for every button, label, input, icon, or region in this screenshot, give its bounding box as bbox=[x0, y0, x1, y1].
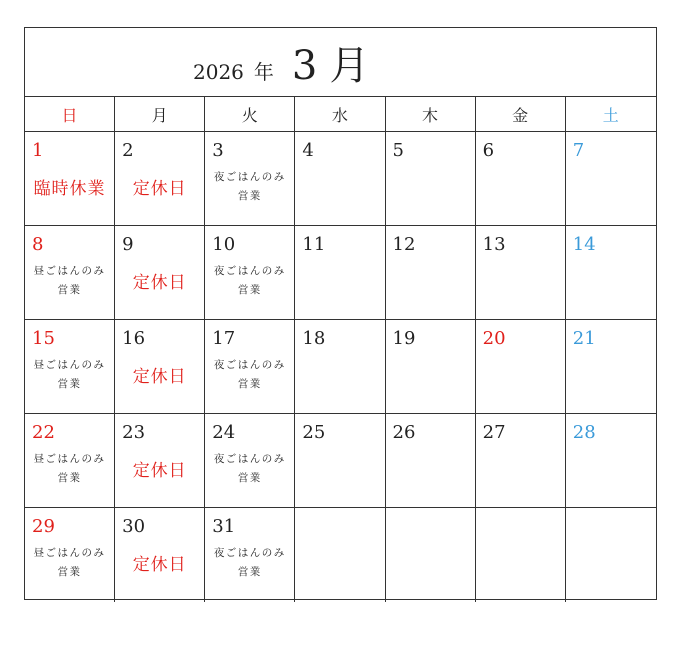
weekday-label: 土 bbox=[602, 105, 619, 125]
calendar bbox=[24, 27, 657, 600]
note-line: 昼ごはんのみ bbox=[33, 359, 106, 371]
note-line: 営業 bbox=[237, 284, 262, 296]
title-month: 3 bbox=[291, 43, 318, 89]
day-cell bbox=[476, 132, 566, 225]
note-line: 営業 bbox=[57, 284, 82, 296]
day-number: 11 bbox=[302, 234, 326, 255]
empty-day-cell bbox=[566, 508, 656, 602]
day-cell bbox=[386, 226, 476, 319]
lunch-only-note bbox=[25, 262, 114, 300]
day-cell bbox=[295, 226, 385, 319]
day-cell bbox=[566, 414, 656, 507]
day-number: 17 bbox=[212, 328, 236, 349]
day-number: 18 bbox=[302, 328, 326, 349]
day-cell bbox=[295, 320, 385, 413]
week-row bbox=[25, 320, 656, 414]
day-number: 27 bbox=[482, 422, 506, 443]
note-line: 昼ごはんのみ bbox=[33, 547, 106, 559]
note-line: 営業 bbox=[57, 566, 82, 578]
day-number: 6 bbox=[482, 140, 495, 161]
calendar-grid bbox=[25, 97, 656, 602]
weekday-label: 日 bbox=[25, 97, 115, 131]
day-number: 30 bbox=[122, 516, 146, 537]
day-number: 23 bbox=[122, 422, 146, 443]
day-number: 4 bbox=[302, 140, 314, 161]
empty-day-cell bbox=[386, 508, 476, 602]
day-cell bbox=[476, 414, 566, 507]
day-number: 7 bbox=[572, 140, 585, 161]
day-cell bbox=[25, 320, 115, 413]
week-row bbox=[25, 414, 656, 508]
day-number: 25 bbox=[302, 422, 326, 443]
day-number: 8 bbox=[32, 234, 44, 255]
day-number: 21 bbox=[572, 328, 596, 349]
day-cell bbox=[386, 320, 476, 413]
week-row bbox=[25, 226, 656, 320]
weekday-label: 木 bbox=[386, 97, 476, 131]
note-line: 夜ごはんのみ bbox=[213, 547, 286, 559]
empty-day-cell bbox=[295, 508, 385, 602]
day-cell bbox=[205, 508, 295, 602]
title-year: 2026 bbox=[193, 60, 244, 84]
title-month-unit: 月 bbox=[329, 43, 370, 89]
note-line: 昼ごはんのみ bbox=[33, 265, 106, 277]
day-cell bbox=[115, 508, 205, 602]
regular-holiday-note: 定休日 bbox=[132, 273, 187, 293]
day-cell bbox=[25, 132, 115, 225]
regular-holiday-note: 定休日 bbox=[132, 179, 187, 199]
dinner-only-note bbox=[205, 544, 294, 582]
note-line: 夜ごはんのみ bbox=[213, 171, 286, 183]
note-line: 昼ごはんのみ bbox=[33, 453, 106, 465]
weekday-label: 火 bbox=[205, 97, 295, 131]
day-cell bbox=[115, 132, 205, 225]
calendar-title bbox=[193, 34, 369, 90]
note-line: 営業 bbox=[57, 472, 82, 484]
lunch-only-note bbox=[25, 544, 114, 582]
day-number: 12 bbox=[392, 234, 416, 255]
note-line: 夜ごはんのみ bbox=[213, 359, 286, 371]
regular-holiday-note: 定休日 bbox=[132, 555, 187, 575]
day-number: 9 bbox=[122, 234, 134, 255]
calendar-header bbox=[25, 28, 656, 97]
day-number: 1 bbox=[32, 140, 44, 161]
day-number: 29 bbox=[32, 516, 55, 537]
day-number: 2 bbox=[122, 140, 134, 161]
day-number: 16 bbox=[122, 328, 146, 349]
day-number: 28 bbox=[572, 422, 596, 443]
day-number: 26 bbox=[392, 422, 416, 443]
dinner-only-note bbox=[205, 168, 294, 206]
day-number: 3 bbox=[212, 140, 224, 161]
day-cell bbox=[115, 226, 205, 319]
day-cell bbox=[386, 414, 476, 507]
empty-day-cell bbox=[476, 508, 566, 602]
day-number: 5 bbox=[392, 140, 404, 161]
regular-holiday-note: 定休日 bbox=[132, 461, 187, 481]
weekday-label: 水 bbox=[295, 97, 385, 131]
dinner-only-note bbox=[205, 356, 294, 394]
day-number: 13 bbox=[482, 234, 506, 255]
dinner-only-note bbox=[205, 450, 294, 488]
day-cell bbox=[205, 320, 295, 413]
day-cell bbox=[566, 132, 656, 225]
temporary-closure-note: 臨時休業 bbox=[33, 179, 106, 199]
week-row bbox=[25, 508, 656, 602]
day-number: 15 bbox=[32, 328, 55, 349]
day-cell bbox=[25, 508, 115, 602]
lunch-only-note bbox=[25, 356, 114, 394]
note-line: 営業 bbox=[237, 378, 262, 390]
day-cell bbox=[386, 132, 476, 225]
day-cell bbox=[205, 226, 295, 319]
day-cell bbox=[25, 414, 115, 507]
day-cell bbox=[115, 320, 205, 413]
weekday-header-row bbox=[25, 97, 656, 132]
note-line: 夜ごはんのみ bbox=[213, 453, 286, 465]
day-cell bbox=[476, 320, 566, 413]
day-cell bbox=[476, 226, 566, 319]
day-cell bbox=[295, 414, 385, 507]
day-number: 20 bbox=[482, 328, 506, 349]
lunch-only-note bbox=[25, 450, 114, 488]
week-row bbox=[25, 132, 656, 226]
regular-holiday-note: 定休日 bbox=[132, 367, 187, 387]
weekday-label: 月 bbox=[115, 97, 205, 131]
note-line: 夜ごはんのみ bbox=[213, 265, 286, 277]
note-line: 営業 bbox=[57, 378, 82, 390]
day-number: 24 bbox=[212, 422, 236, 443]
dinner-only-note bbox=[205, 262, 294, 300]
note-line: 営業 bbox=[237, 566, 262, 578]
title-year-unit: 年 bbox=[253, 60, 274, 84]
day-number: 31 bbox=[212, 516, 236, 537]
day-cell bbox=[25, 226, 115, 319]
day-cell bbox=[566, 226, 656, 319]
day-number: 22 bbox=[32, 422, 55, 443]
day-number: 14 bbox=[572, 234, 596, 255]
day-cell bbox=[205, 132, 295, 225]
note-line: 営業 bbox=[237, 190, 262, 202]
weekday-label: 金 bbox=[476, 97, 566, 131]
day-number: 10 bbox=[212, 234, 236, 255]
day-cell bbox=[566, 320, 656, 413]
day-cell bbox=[205, 414, 295, 507]
day-cell bbox=[295, 132, 385, 225]
day-number: 19 bbox=[392, 328, 416, 349]
day-cell bbox=[115, 414, 205, 507]
note-line: 営業 bbox=[237, 472, 262, 484]
